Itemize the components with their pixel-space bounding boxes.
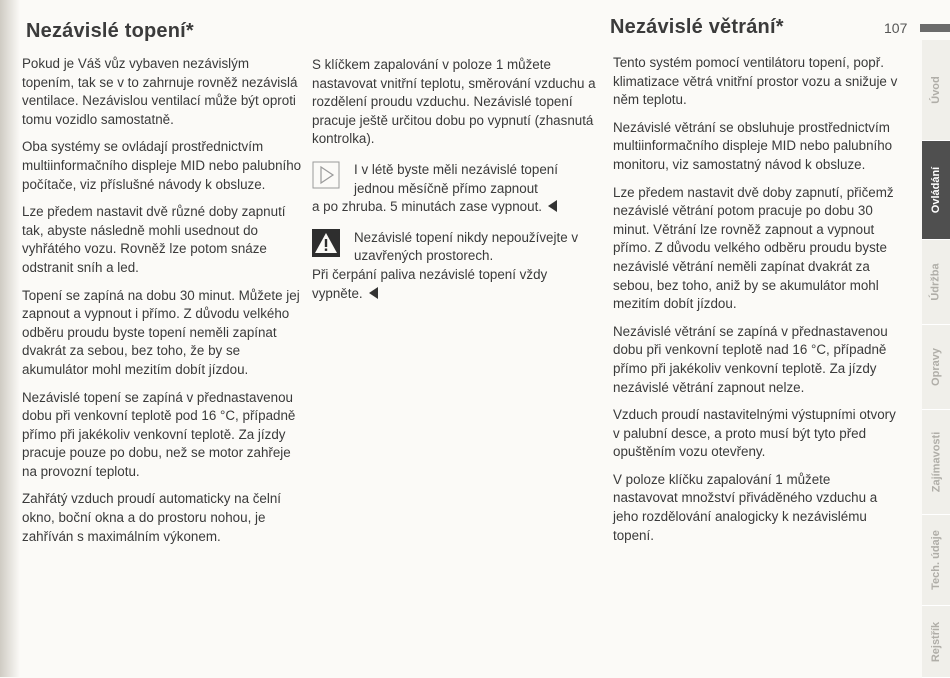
left-paragraph: Lze předem nastavit dvě různé doby zapnutí tak, abyste následně mohli usednout do vyhřátého vozu. Rovněž lze potom snáze odstranit sníh a led.: [22, 204, 286, 275]
info-note-rest: a po zhruba. 5 minutách zase vypnout.: [312, 199, 543, 215]
left-paragraph: Topení se zapíná na dobu 30 minut. Můžete jej zapnout a vypnout i přímo. Z důvodu velkého odběru proudu byste topení neměli zapínat dvakrát za sebou, bez toho, že by se akumulátor mohl mezitím dobít jízdou.: [22, 287, 300, 377]
right-paragraph: Nezávislé větrání se obsluhuje prostřednictvím multiinformačního displeje MID nebo palubního monitoru, viz samostatný návod k obsluze.: [613, 119, 893, 172]
info-triangle-icon: [312, 161, 340, 189]
right-paragraph: Lze předem nastavit dvě doby zapnutí, přičemž nezávislé větrání potom pracuje po dobu 30 minut. Větrání lze rovněž zapnout a vypnout přímo. Z důvodu velkého odběru proudu byste nezávislé větrání neměli zapínat dvakrát za sebou, bez toho, aniž by se akumulátor mohl mezitím dobít jízdou.: [613, 184, 894, 312]
warning-lead: Nezávislé topení nikdy nepoužívejte v uzavřených prostorech.: [354, 229, 579, 264]
tab-tech-udaje[interactable]: Tech. údaje: [922, 515, 950, 606]
warning-rest: Při čerpání paliva nezávislé topení vždy vypněte.: [312, 266, 548, 301]
right-paragraph: Tento systém pomocí ventilátoru topení, popř. klimatizace větrá vnitřní prostor vozu a snižuje v něm teplotu.: [613, 55, 898, 108]
right-paragraph: V poloze klíčku zapalování 1 můžete nastavovat množství přiváděného vzduchu a jeho rozdělování analogicky k nezávislému topení.: [613, 471, 878, 543]
tab-opravy[interactable]: Opravy: [922, 325, 950, 410]
tab-udrzba[interactable]: Údržba: [922, 240, 950, 325]
page-number: 107: [884, 20, 908, 36]
middle-paragraph: S klíčkem zapalování v poloze 1 můžete nastavovat vnitřní teplotu, směrování vzduchu a rozdělení proudu vzduchu. Nezávislé topení pracuje ještě určitou dobu po vypnutí (zhasnutá kontrolka).: [312, 57, 596, 147]
right-title: Nezávislé větrání*: [610, 16, 784, 38]
right-paragraph: Vzduch proudí nastavitelnými výstupními otvory v palubní desce, a proto musí být tyto před opuštěním vozu otevřeny.: [613, 407, 896, 460]
tab-rejstrik[interactable]: Rejstřík: [922, 606, 950, 678]
warning-note: [312, 229, 596, 303]
info-note: [312, 161, 596, 217]
page-binding-shadow: [0, 0, 20, 677]
info-note-lead: I v létě byste měli nezávislé topení jednou měsíčně přímo zapnout: [354, 161, 558, 196]
section-tabs: [922, 40, 950, 677]
middle-column: [312, 56, 596, 311]
left-paragraph: Zahřátý vzduch proudí automaticky na čelní okno, boční okna a do prostoru nohou, je zahříván s maximálním výkonem.: [22, 491, 282, 544]
end-of-note-icon: [548, 200, 557, 212]
warning-icon: [312, 229, 340, 257]
left-title: Nezávislé topení*: [26, 20, 194, 42]
left-paragraph: Oba systémy se ovládají prostřednictvím multiinformačního displeje MID nebo palubního počítače, viz příslušné návody k obsluze.: [22, 139, 302, 192]
page-marker-bar: [920, 24, 950, 32]
tab-ovladani[interactable]: Ovládání: [922, 141, 950, 240]
tab-uvod[interactable]: Úvod: [922, 40, 950, 141]
left-paragraph: Pokud je Váš vůz vybaven nezávislým topením, tak se v to zahrnuje rovněž nezávislá ventilace. Nezávislou ventilací může být oproti tomu vozidlo samostatně.: [22, 56, 298, 127]
right-paragraph: Nezávislé větrání se zapíná v přednastavenou dobu při venkovní teplotě nad 16 °C, případně přímo při jakékoliv venkovní teplotě. Za jízdy nezávislé větrání zapnout nelze.: [613, 323, 888, 395]
left-paragraph: Nezávislé topení se zapíná v přednastavenou dobu při venkovní teplotě pod 16 °C, případně přímo při jakékoliv venkovní teplotě. Za jízdy pracuje pouze po dobu, než se motor zahřeje na provozní teplotu.: [22, 389, 296, 479]
end-of-warning-icon: [369, 287, 378, 299]
right-column: [613, 54, 898, 554]
left-column: [22, 55, 302, 555]
tab-zajimavosti[interactable]: Zajímavosti: [922, 410, 950, 515]
